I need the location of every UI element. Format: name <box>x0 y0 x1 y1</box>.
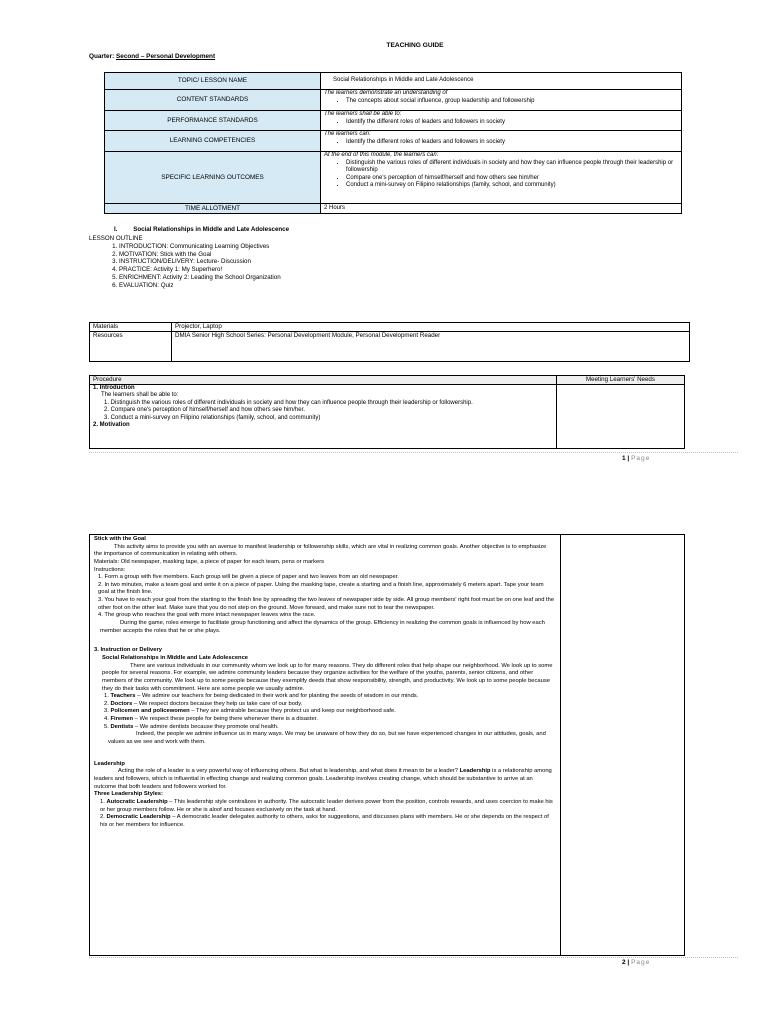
objectives-bullet: • Compare one's perception of himself/herself and how others see him/her <box>346 175 678 183</box>
resources-value: DMIA Senior High School Series: Personal Development Module, Personal Development Reader <box>172 331 690 361</box>
objectives-label: PERFORMANCE STANDARDS <box>105 111 321 131</box>
styles-heading: Three Leadership Styles: <box>94 791 163 798</box>
people-text: – They are admirable because they protect us and keep our neighborhood safe. <box>189 708 396 715</box>
objectives-intro: The learners shall be able to: <box>324 111 402 117</box>
quarter-label: Quarter: <box>89 53 115 60</box>
during-paragraph: During the game, roles emerge to facilitate group functioning and affect the dynamics of the group. Efficiency in realizing the common goals is influenced by how each member accepts the roles that he or she plays. <box>100 620 545 634</box>
people-text: – We admire dentists because they promote oral health. <box>133 723 279 730</box>
leadership-text-a: Acting the role of a leader is a very powerful way of influencing others. But what is leadership, and what does it mean to be a leader? <box>118 768 458 775</box>
people-item <box>104 716 556 724</box>
people-title: Policemen and policewomen <box>110 708 190 715</box>
objectives-intro: At the end of this module, the learners can: <box>324 152 439 158</box>
needs-header: Meeting Learners' Needs <box>557 376 685 385</box>
style-num: 1. <box>100 798 105 805</box>
objectives-intro: The learners can: <box>324 131 371 137</box>
people-title: Teachers <box>110 693 136 700</box>
procedure-table <box>89 375 685 449</box>
intro-item: 2. Compare one's perception of himself/herself and how others see him/her. <box>104 407 305 414</box>
quarter-line <box>89 53 215 61</box>
outline-title: LESSON OUTLINE <box>89 235 143 242</box>
materials-line: Materials: Old newspaper, masking tape, a piece of paper for each team, pens or markers <box>94 558 325 565</box>
objectives-bullet: • The concepts about social influence, group leadership and followership <box>346 98 678 106</box>
page-divider <box>89 452 738 453</box>
objectives-value: 2 Hours <box>321 204 682 214</box>
people-num: 4. <box>104 716 109 723</box>
outline-item: 3. INSTRUCTION/DELIVERY: Lecture- Discussion <box>119 258 489 266</box>
page-2 <box>0 470 768 1024</box>
objectives-bullet: • Identify the different roles of leaders and followers in society <box>346 119 678 127</box>
objectives-intro: The learners demonstrate an understanding of <box>324 90 448 96</box>
objectives-row <box>105 111 682 131</box>
people-item <box>104 724 556 732</box>
instruction-item: 4. The group who reaches the goal with more intact newspaper leaves wins the race. <box>98 612 316 619</box>
style-title: Autocratic Leadership <box>106 798 168 805</box>
instruction-item: 3. You have to reach your goal from the starting to the finish line by spreading the two leaves of newspaper side by side. All group members' right foot must be on one leaf and the other foot on the other leaf. Make sure that you do not step on the ground. Move forward, and make sure not to tear the newspaper. <box>98 597 555 611</box>
outline-item: 1. INTRODUCTION: Communicating Learning Objectives <box>119 243 489 251</box>
indeed-paragraph: Indeed, the people we admire influence us in many ways. We may be unaware of how they do so, but we have experienced changes in our attitudes, goals, and values as we see and work with them. <box>108 731 546 746</box>
quarter-value: Second – Personal Development <box>116 53 216 60</box>
page-1 <box>0 0 768 470</box>
lesson-outline <box>89 235 489 289</box>
instruction-paragraph: There are various individuals in our community whom we look up to for many reasons. They do different roles that help shape our neighborhood. We look up to some people for several reasons. For example, we admire community leaders because they organize activities for the welfare of the youths, parents, senior citizens, and other members of the community. We look up to some people because they exemplify deeds that show responsibility, strength, and productivity. We look up to some people because they do their tasks with commitment. Here are some people we usually admire. <box>102 662 553 692</box>
objectives-label: CONTENT STANDARDS <box>105 90 321 111</box>
materials-label: Materials <box>90 323 172 332</box>
page-divider <box>89 957 738 958</box>
people-text: – We admire our teachers for being dedicated in their work and for planting the seeds of wisdom in our minds. <box>135 693 419 700</box>
people-text: – We respect these people for being there whenever there is a disaster. <box>133 716 318 723</box>
objectives-bullet: • Conduct a mini-survey on Filipino relationships (family, school, and community) <box>346 182 678 190</box>
objectives-bullet: • Distinguish the various roles of different individuals in society and how they can influence people through their leadership or followership <box>346 160 678 175</box>
procedure-continued-table <box>89 534 685 956</box>
people-item <box>104 701 556 709</box>
leadership-text-b: is a relationship among leaders and followers, which is influential in effecting change and realizing common goals. Leadership involves creating change, which should be substantive to arrive at an outcome that both leaders and followers worked for. <box>94 768 552 790</box>
objectives-row <box>105 204 682 214</box>
people-title: Firemen <box>110 716 134 723</box>
people-item <box>104 708 556 716</box>
intro-item: 3. Conduct a mini-survey on Filipino relationships (family, school, and community) <box>104 414 321 421</box>
people-num: 2. <box>104 700 109 707</box>
objectives-value <box>321 111 682 131</box>
page-number-value: 1 <box>622 455 626 462</box>
objectives-label: TIME ALLOTMENT <box>105 204 321 214</box>
resources-label: Resources <box>90 331 172 361</box>
people-list <box>94 693 556 731</box>
style-text: – This leadership style centralizes in authority. The autocratic leader derives power from the position, controls rewards, and uses coercion to make his or her group members follow. He or she is aloof and focuses exclusively on the task at hand. <box>100 798 553 813</box>
page-number: 2 | Page <box>622 959 651 966</box>
page-number-value: 2 <box>622 959 626 966</box>
motivation-heading: 2. Motivation <box>93 422 130 429</box>
people-item <box>104 693 556 701</box>
objectives-bullet: • Identify the different roles of leaders and followers in society <box>346 139 678 147</box>
stick-heading: Stick with the Goal <box>94 536 146 542</box>
objectives-label: TOPIC/ LESSON NAME <box>105 73 321 90</box>
people-title: Doctors <box>110 700 133 707</box>
outline-item: 6. EVALUATION: Quiz <box>119 282 489 290</box>
needs-cell <box>557 384 685 448</box>
section-number: I. <box>114 226 118 233</box>
needs-cell <box>561 535 685 956</box>
style-title: Democratic Leadership <box>106 814 171 821</box>
stick-paragraph: This activity aims to provide you with an avenue to manifest leadership or followership skills, which are vital in realizing common goals. Another objective is to emphasize the importance of communication in relating with others. <box>94 543 547 558</box>
leadership-paragraph <box>94 768 556 791</box>
procedure-cell <box>90 535 561 956</box>
doc-title: TEACHING GUIDE <box>386 42 444 49</box>
instructions-label: Instructions: <box>94 566 126 573</box>
section-heading <box>114 226 289 234</box>
style-text: – A democratic leader delegates authority to others, asks for suggestions, and discusses plans with members. He or she depends on the respect of his or her members for influence. <box>100 814 549 828</box>
style-item <box>94 799 556 814</box>
objectives-row <box>105 90 682 111</box>
objectives-value <box>321 90 682 111</box>
page-number: 1 | Page <box>622 455 651 462</box>
materials-table <box>89 322 690 362</box>
objectives-row <box>105 131 682 152</box>
leadership-heading: Leadership <box>94 760 125 767</box>
objectives-label: LEARNING COMPETENCIES <box>105 131 321 152</box>
style-item <box>94 814 556 829</box>
instruction-subheading: Social Relationships in Middle and Late Adolescence <box>102 654 249 661</box>
people-title: Dentists <box>110 723 134 730</box>
leadership-word: Leadership <box>459 768 491 775</box>
instruction-item: 1. Form a group with five members. Each group will be given a piece of paper and two leaves from an old newspaper. <box>98 574 399 581</box>
outline-item: 2. MOTIVATION: Stick with the Goal <box>119 251 489 259</box>
style-num: 2. <box>100 814 105 821</box>
outline-item: 4. PRACTICE: Activity 1: My Superhero! <box>119 266 489 274</box>
people-text: – We respect doctors because they help us take care of our body. <box>132 700 303 707</box>
instruction-heading: 3. Instruction or Delivery <box>94 647 162 654</box>
objectives-label: SPECIFIC LEARNING OUTCOMES <box>105 152 321 204</box>
page-word: Page <box>631 455 651 462</box>
intro-heading: 1. Introduction <box>93 384 135 391</box>
outline-item: 5. ENRICHMENT: Activity 2: Leading the School Organization <box>119 274 489 282</box>
intro-item: 1. Distinguish the various roles of different individuals in society and how they can influence people through their leadership or followership. <box>104 399 473 406</box>
section-title: Social Relationships in Middle and Late Adolescence <box>133 226 290 233</box>
page-word: Page <box>631 959 651 966</box>
materials-value: Projector, Laptop <box>172 323 690 332</box>
people-num: 5. <box>104 723 109 730</box>
objectives-table <box>104 72 682 214</box>
people-num: 3. <box>104 708 109 715</box>
objectives-row <box>105 152 682 204</box>
intro-lead: The learners shall be able to: <box>101 392 179 399</box>
objectives-value <box>321 152 682 204</box>
people-num: 1. <box>104 693 109 700</box>
procedure-cell <box>90 384 557 448</box>
objectives-value <box>321 131 682 152</box>
objectives-value: Social Relationships in Middle and Late Adolescence <box>321 73 682 90</box>
instruction-item: 2. In two minutes, make a team goal and write it on a piece of paper. Using the masking tape, create a starting and a finish line, approximately 6 meters apart. Tape your team goal at the finish line. <box>98 581 544 596</box>
objectives-row <box>105 73 682 90</box>
procedure-header: Procedure <box>90 376 557 385</box>
